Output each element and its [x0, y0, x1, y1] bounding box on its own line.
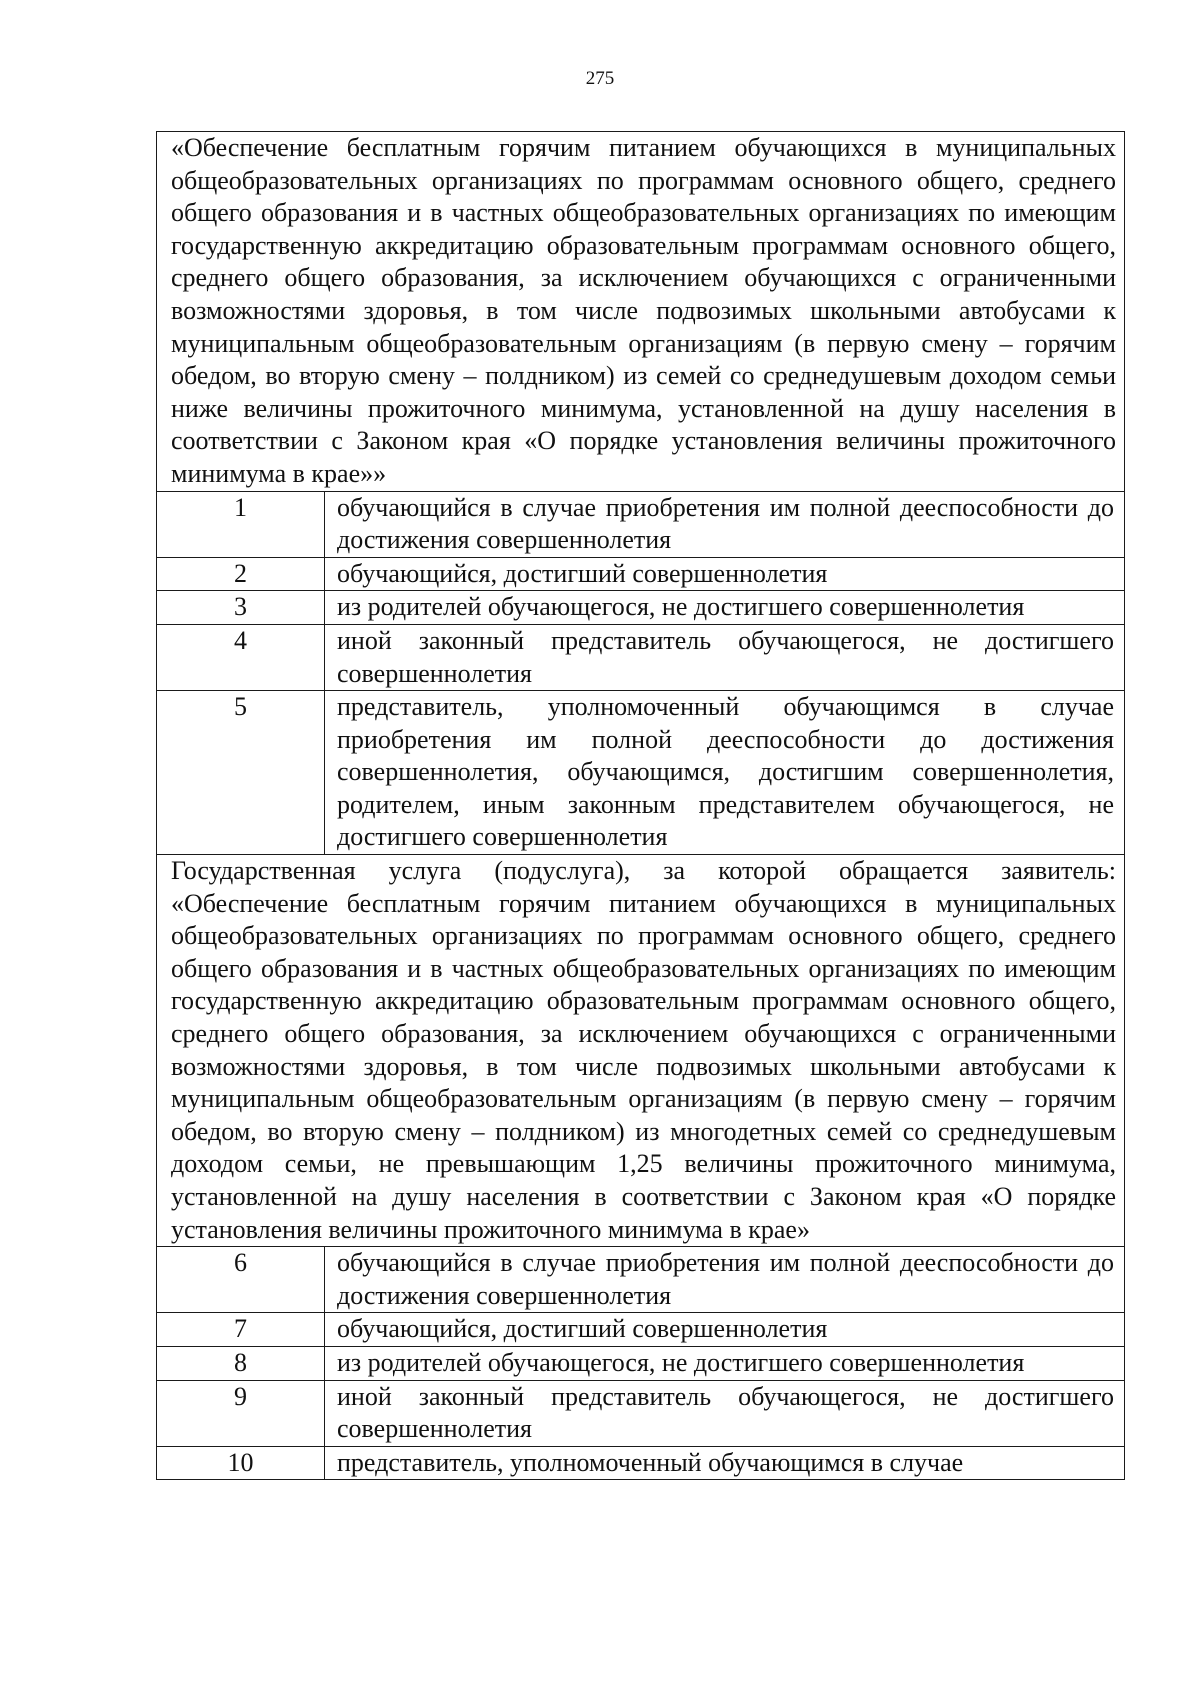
row-text: обучающийся в случае приобретения им полной дееспособности до достижения совершеннолетия	[325, 1247, 1125, 1313]
table-row	[157, 491, 1125, 557]
row-text: из родителей обучающегося, не достигшего совершеннолетия	[325, 1346, 1125, 1380]
table-row	[157, 691, 1125, 855]
page-number: 275	[585, 68, 615, 89]
row-text: представитель, уполномоченный обучающимся в случае	[325, 1446, 1125, 1480]
section-header-text: Государственная услуга (подуслуга), за которой обращается заявитель: «Обеспечение бесплатным горячим питанием обучающихся в муниципальных общеобразовательных организациях по программам основного общего, среднего общего образования и в частных общеобразовательных организациях по имеющим государственную аккредитацию образовательным программам основного общего, среднего общего образования, за исключением обучающихся с ограниченными возможностями здоровья, в том числе подвозимых школьными автобусами к муниципальным общеобразовательным организациям (в первую смену – горячим обедом, во вторую смену – полдником) из многодетных семей со среднедушевым доходом семьи, не превышающим 1,25 величины прожиточного минимума, установленной на душу населения в соответствии с Законом края «О порядке установления величины прожиточного минимума в крае»	[157, 855, 1125, 1247]
section-header-row	[157, 132, 1125, 492]
row-text: представитель, уполномоченный обучающимся в случае приобретения им полной дееспособности до достижения совершеннолетия, обучающимся, достигшим совершеннолетия, родителем, иным законным представителем обучающегося, не достигшего совершеннолетия	[325, 691, 1125, 855]
table-row	[157, 557, 1125, 591]
applicant-variants-table	[156, 131, 1125, 1480]
table-row	[157, 624, 1125, 690]
row-number: 6	[157, 1247, 325, 1313]
row-number: 1	[157, 491, 325, 557]
row-text: из родителей обучающегося, не достигшего совершеннолетия	[325, 591, 1125, 625]
row-number: 2	[157, 557, 325, 591]
row-number: 7	[157, 1313, 325, 1347]
row-number: 10	[157, 1446, 325, 1480]
table-row	[157, 1380, 1125, 1446]
table-row	[157, 1446, 1125, 1480]
row-number: 9	[157, 1380, 325, 1446]
table-row	[157, 591, 1125, 625]
row-text: иной законный представитель обучающегося, не достигшего совершеннолетия	[325, 1380, 1125, 1446]
row-text: обучающийся, достигший совершеннолетия	[325, 1313, 1125, 1347]
row-text: обучающийся в случае приобретения им полной дееспособности до достижения совершеннолетия	[325, 491, 1125, 557]
row-number: 8	[157, 1346, 325, 1380]
row-text: обучающийся, достигший совершеннолетия	[325, 557, 1125, 591]
section-header-row	[157, 855, 1125, 1247]
row-number: 5	[157, 691, 325, 855]
table-row	[157, 1346, 1125, 1380]
row-number: 4	[157, 624, 325, 690]
section-header-text: «Обеспечение бесплатным горячим питанием обучающихся в муниципальных общеобразовательных организациях по программам основного общего, среднего общего образования и в частных общеобразовательных организациях по имеющим государственную аккредитацию образовательным программам основного общего, среднего общего образования, за исключением обучающихся с ограниченными возможностями здоровья, в том числе подвозимых школьными автобусами к муниципальным общеобразовательным организациям (в первую смену – горячим обедом, во вторую смену – полдником) из семей со среднедушевым доходом семьи ниже величины прожиточного минимума, установленной на душу населения в соответствии с Законом края «О порядке установления величины прожиточного минимума в крае»»	[157, 132, 1125, 492]
row-number: 3	[157, 591, 325, 625]
table-row	[157, 1313, 1125, 1347]
row-text: иной законный представитель обучающегося, не достигшего совершеннолетия	[325, 624, 1125, 690]
table-row	[157, 1247, 1125, 1313]
